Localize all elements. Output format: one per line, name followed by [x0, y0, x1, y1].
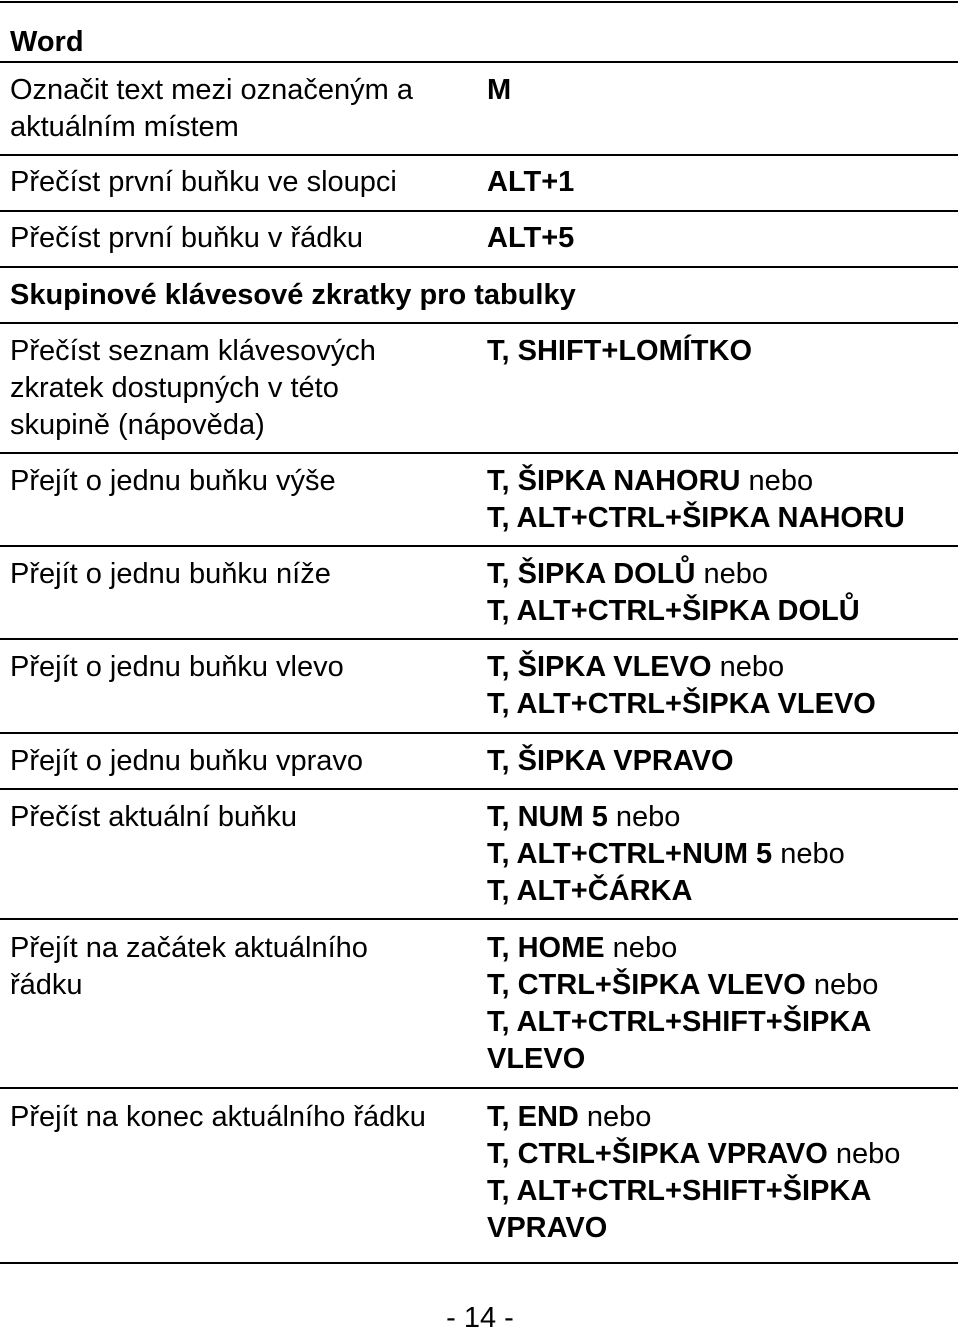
shortcut-key: T, ALT+ČÁRKA [487, 875, 693, 907]
shortcut-action: Přejít o jednu buňku níže [10, 558, 331, 590]
shortcut-keys [487, 220, 957, 257]
shortcut-key-line [487, 967, 957, 1004]
shortcut-key-line [487, 873, 957, 910]
shortcut-action: Přejít o jednu buňku vpravo [10, 745, 364, 777]
shortcut-key-line [487, 463, 957, 500]
shortcut-key-line [487, 836, 957, 873]
shortcut-key: T, CTRL+ŠIPKA VLEVO [487, 969, 806, 1001]
rule [0, 154, 958, 156]
shortcut-keys [487, 72, 957, 109]
shortcut-key: M [487, 74, 512, 106]
rule [0, 1262, 958, 1264]
rule [0, 788, 958, 790]
shortcut-action: Přečíst první buňku ve sloupci [10, 166, 397, 198]
section-heading-table: Skupinové klávesové zkratky pro tabulky [10, 279, 576, 311]
shortcut-key: T, ALT+CTRL+ŠIPKA DOLŮ [487, 595, 860, 627]
rule [0, 452, 958, 454]
shortcut-action: Přečíst první buňku v řádku [10, 222, 363, 254]
connector-text: nebo [604, 932, 678, 964]
shortcut-key: T, ALT+CTRL+ŠIPKA NAHORU [487, 502, 905, 534]
rule [0, 638, 958, 640]
shortcut-key: T, ALT+CTRL+ŠIPKA VLEVO [487, 688, 876, 720]
shortcut-key-line [487, 333, 957, 370]
shortcut-keys [487, 333, 957, 370]
shortcut-key: T, ALT+CTRL+SHIFT+ŠIPKA [487, 1175, 872, 1207]
rule [0, 918, 958, 920]
shortcut-key: T, ŠIPKA NAHORU [487, 465, 741, 497]
rule [0, 545, 958, 547]
rule [0, 210, 958, 212]
shortcut-keys [487, 743, 957, 780]
connector-text: nebo [695, 558, 768, 590]
shortcut-key-line [487, 743, 957, 780]
page-number: - 14 - [446, 1302, 514, 1334]
shortcut-key: T, ŠIPKA VPRAVO [487, 745, 734, 777]
shortcut-key: T, ŠIPKA VLEVO [487, 651, 712, 683]
shortcut-key: T, ALT+CTRL+SHIFT+ŠIPKA [487, 1006, 872, 1038]
shortcut-action: Přejít o jednu buňku výše [10, 465, 336, 497]
shortcut-key: T, ŠIPKA DOLŮ [487, 558, 696, 590]
shortcut-key-line [487, 556, 957, 593]
shortcut-action: Přejít o jednu buňku vlevo [10, 651, 344, 683]
connector-text: nebo [711, 651, 785, 683]
shortcut-key: ALT+5 [487, 222, 575, 254]
rule [0, 1087, 958, 1089]
connector-text: nebo [607, 801, 681, 833]
shortcut-action: Označit text mezi označeným a aktuálním místem [10, 74, 413, 143]
rule [0, 1, 958, 3]
shortcut-key-line [487, 686, 957, 723]
shortcut-keys [487, 164, 957, 201]
shortcut-key: T, NUM 5 [487, 801, 608, 833]
rule [0, 322, 958, 324]
shortcut-keys [487, 799, 957, 910]
shortcut-action: Přejít na konec aktuálního řádku [10, 1101, 426, 1133]
shortcut-keys [487, 649, 957, 723]
shortcut-key: T, END [487, 1101, 579, 1133]
shortcut-key: T, ALT+CTRL+NUM 5 [487, 838, 773, 870]
shortcut-key: T, SHIFT+LOMÍTKO [487, 335, 753, 367]
shortcut-key-line [487, 1041, 957, 1078]
shortcut-key-line [487, 1004, 957, 1041]
connector-text: nebo [740, 465, 814, 497]
shortcut-action: Přečíst aktuální buňku [10, 801, 297, 833]
shortcut-key-line [487, 500, 957, 537]
shortcut-key: VLEVO [487, 1043, 586, 1075]
rule [0, 732, 958, 734]
shortcut-key: VPRAVO [487, 1212, 608, 1244]
shortcut-key-line [487, 649, 957, 686]
shortcut-action: Přečíst seznam klávesových zkratek dostupných v této skupině (nápověda) [10, 335, 376, 441]
rule [0, 266, 958, 268]
shortcut-key: ALT+1 [487, 166, 575, 198]
connector-text: nebo [578, 1101, 652, 1133]
shortcut-action: Přejít na začátek aktuálního řádku [10, 932, 368, 1001]
shortcut-key-line [487, 1210, 957, 1247]
connector-text: nebo [772, 838, 845, 870]
shortcut-key: T, CTRL+ŠIPKA VPRAVO [487, 1138, 828, 1170]
shortcut-keys [487, 556, 957, 630]
shortcut-key-line [487, 1099, 957, 1136]
connector-text: nebo [805, 969, 879, 1001]
shortcut-keys [487, 463, 957, 537]
section-heading-word: Word [10, 26, 84, 58]
connector-text: nebo [827, 1138, 901, 1170]
shortcut-key-line [487, 1136, 957, 1173]
shortcut-key-line [487, 1173, 957, 1210]
shortcut-keys [487, 1099, 957, 1247]
rule [0, 61, 958, 63]
shortcut-keys [487, 930, 957, 1078]
shortcut-key-line [487, 799, 957, 836]
shortcut-key-line [487, 930, 957, 967]
shortcut-key-line [487, 593, 957, 630]
shortcut-key: T, HOME [487, 932, 605, 964]
